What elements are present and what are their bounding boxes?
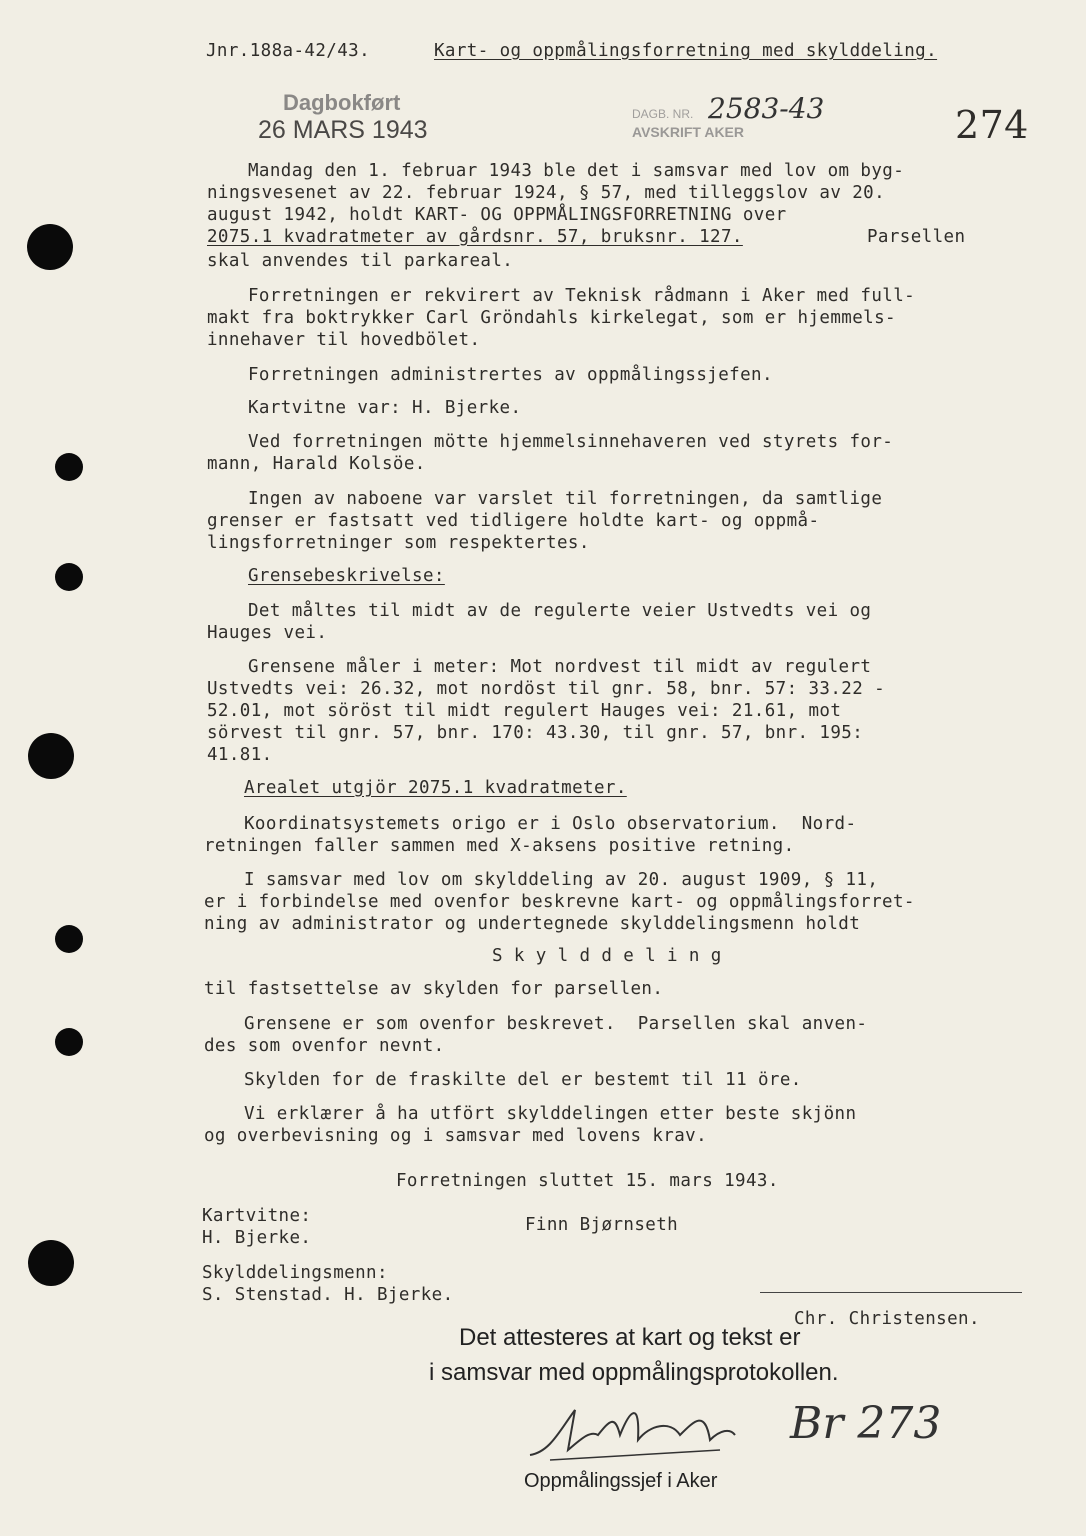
dagb-nr-stamp-label: DAGB. NR.: [632, 107, 694, 121]
p12-line-1: Grensene er som ovenfor beskrevet. Parsellen skal anven-: [244, 1014, 868, 1034]
kartvitne-name: H. Bjerke.: [202, 1228, 312, 1248]
p9-line-2: retningen faller sammen med X-aksens positive retning.: [204, 836, 795, 856]
journal-number: Jnr.188a-42/43.: [206, 41, 371, 61]
binder-hole-2: [55, 453, 83, 481]
p1-line-3: august 1942, holdt KART- OG OPPMÅLINGSFORRETNING over: [207, 205, 787, 225]
page-number: 274: [955, 103, 1029, 147]
p1-line-4-tail: Parsellen: [867, 227, 966, 247]
p10-line-2: er i forbindelse med ovenfor beskrevne kart- og oppmålingsforret-: [204, 892, 915, 912]
binder-hole-5: [55, 925, 83, 953]
handwritten-signature: [520, 1390, 740, 1470]
p8-line-1: Grensene måler i meter: Mot nordvest til midt av regulert: [248, 657, 872, 677]
p8-line-5: 41.81.: [207, 745, 273, 765]
p7-line-2: Hauges vei.: [207, 623, 328, 643]
handwritten-reference: Br 273: [790, 1398, 942, 1449]
areal-statement: Arealet utgjör 2075.1 kvadratmeter.: [244, 778, 627, 798]
p4-line: Kartvitne var: H. Bjerke.: [248, 398, 522, 418]
p2-line-1: Forretningen er rekvirert av Teknisk rådmann i Aker med full-: [248, 286, 916, 306]
kartvitne-label: Kartvitne:: [202, 1206, 312, 1226]
attestation-line-2: i samsvar med oppmålingsprotokollen.: [429, 1359, 839, 1386]
chr-christensen-name: Chr. Christensen.: [794, 1309, 980, 1329]
p9-line-1: Koordinatsystemets origo er i Oslo observatorium. Nord-: [244, 814, 857, 834]
p10-line-1: I samsvar med lov om skylddeling av 20. august 1909, § 11,: [244, 870, 879, 890]
p6-line-2: grenser er fastsatt ved tidligere holdte kart- og oppmå-: [207, 511, 820, 531]
p13-line: Skylden for de fraskilte del er bestemt til 11 öre.: [244, 1070, 802, 1090]
admin-name: Finn Bjørnseth: [525, 1215, 679, 1235]
heading-grensebeskrivelse: Grensebeskrivelse:: [248, 566, 445, 586]
p8-line-4: sörvest til gnr. 57, bnr. 170: 43.30, til gnr. 57, bnr. 195:: [207, 723, 864, 743]
binder-hole-3: [55, 563, 83, 591]
p5-line-1: Ved forretningen mötte hjemmelsinnehaveren ved styrets for-: [248, 432, 894, 452]
p1-line-2: ningsvesenet av 22. februar 1924, § 57, med tilleggslov av 20.: [207, 183, 886, 203]
p12-line-2: des som ovenfor nevnt.: [204, 1036, 445, 1056]
attestation-title: Oppmålingssjef i Aker: [524, 1470, 718, 1492]
binder-hole-1: [27, 224, 73, 270]
p1-line-1: Mandag den 1. februar 1943 ble det i samsvar med lov om byg-: [248, 161, 905, 181]
dagbok-stamp-label: Dagbokført: [283, 90, 401, 115]
p14-line-2: og overbevisning og i samsvar med lovens krav.: [204, 1126, 708, 1146]
binder-hole-6: [55, 1028, 83, 1056]
p2-line-2: makt fra boktrykker Carl Gröndahls kirkelegat, som er hjemmels-: [207, 308, 896, 328]
p1-line-5: skal anvendes til parkareal.: [207, 251, 514, 271]
skylddeling-heading: S k y l d d e l i n g: [492, 946, 722, 966]
p10-line-3: ning av administrator og undertegnede skylddelingsmenn holdt: [204, 914, 861, 934]
skylddelingsmenn-label: Skylddelingsmenn:: [202, 1263, 388, 1283]
p14-line-1: Vi erklærer å ha utfört skylddelingen etter beste skjönn: [244, 1104, 857, 1124]
p5-line-2: mann, Harald Kolsöe.: [207, 454, 426, 474]
p2-line-3: innehaver til hovedbölet.: [207, 330, 481, 350]
p11-line: til fastsettelse av skylden for parsellen.: [204, 979, 664, 999]
skylddelingsmenn-names: S. Stenstad. H. Bjerke.: [202, 1285, 454, 1305]
p7-line-1: Det måltes til midt av de regulerte veier Ustvedts vei og: [248, 601, 872, 621]
p8-line-3: 52.01, mot söröst til midt regulert Hauges vei: 21.61, mot: [207, 701, 842, 721]
p3-line: Forretningen administrertes av oppmålingssjefen.: [248, 365, 773, 385]
binder-hole-7: [28, 1240, 74, 1286]
dagb-nr-handwritten: 2583-43: [708, 92, 825, 125]
closing-line: Forretningen sluttet 15. mars 1943.: [396, 1171, 779, 1191]
p1-line-4-underlined: 2075.1 kvadratmeter av gårdsnr. 57, bruksnr. 127.: [207, 227, 743, 247]
p6-line-3: lingsforretninger som respektertes.: [207, 533, 590, 553]
signature-line: [760, 1292, 1022, 1293]
document-title: Kart- og oppmålingsforretning med skylddeling.: [434, 41, 938, 61]
binder-hole-4: [28, 733, 74, 779]
p8-line-2: Ustvedts vei: 26.32, mot nordöst til gnr. 58, bnr. 57: 33.22 -: [207, 679, 886, 699]
avskrift-stamp: AVSKRIFT AKER: [632, 124, 744, 140]
attestation-line-1: Det attesteres at kart og tekst er: [459, 1324, 801, 1351]
dagbok-stamp-date: 26 MARS 1943: [258, 116, 428, 144]
p6-line-1: Ingen av naboene var varslet til forretningen, da samtlige: [248, 489, 883, 509]
